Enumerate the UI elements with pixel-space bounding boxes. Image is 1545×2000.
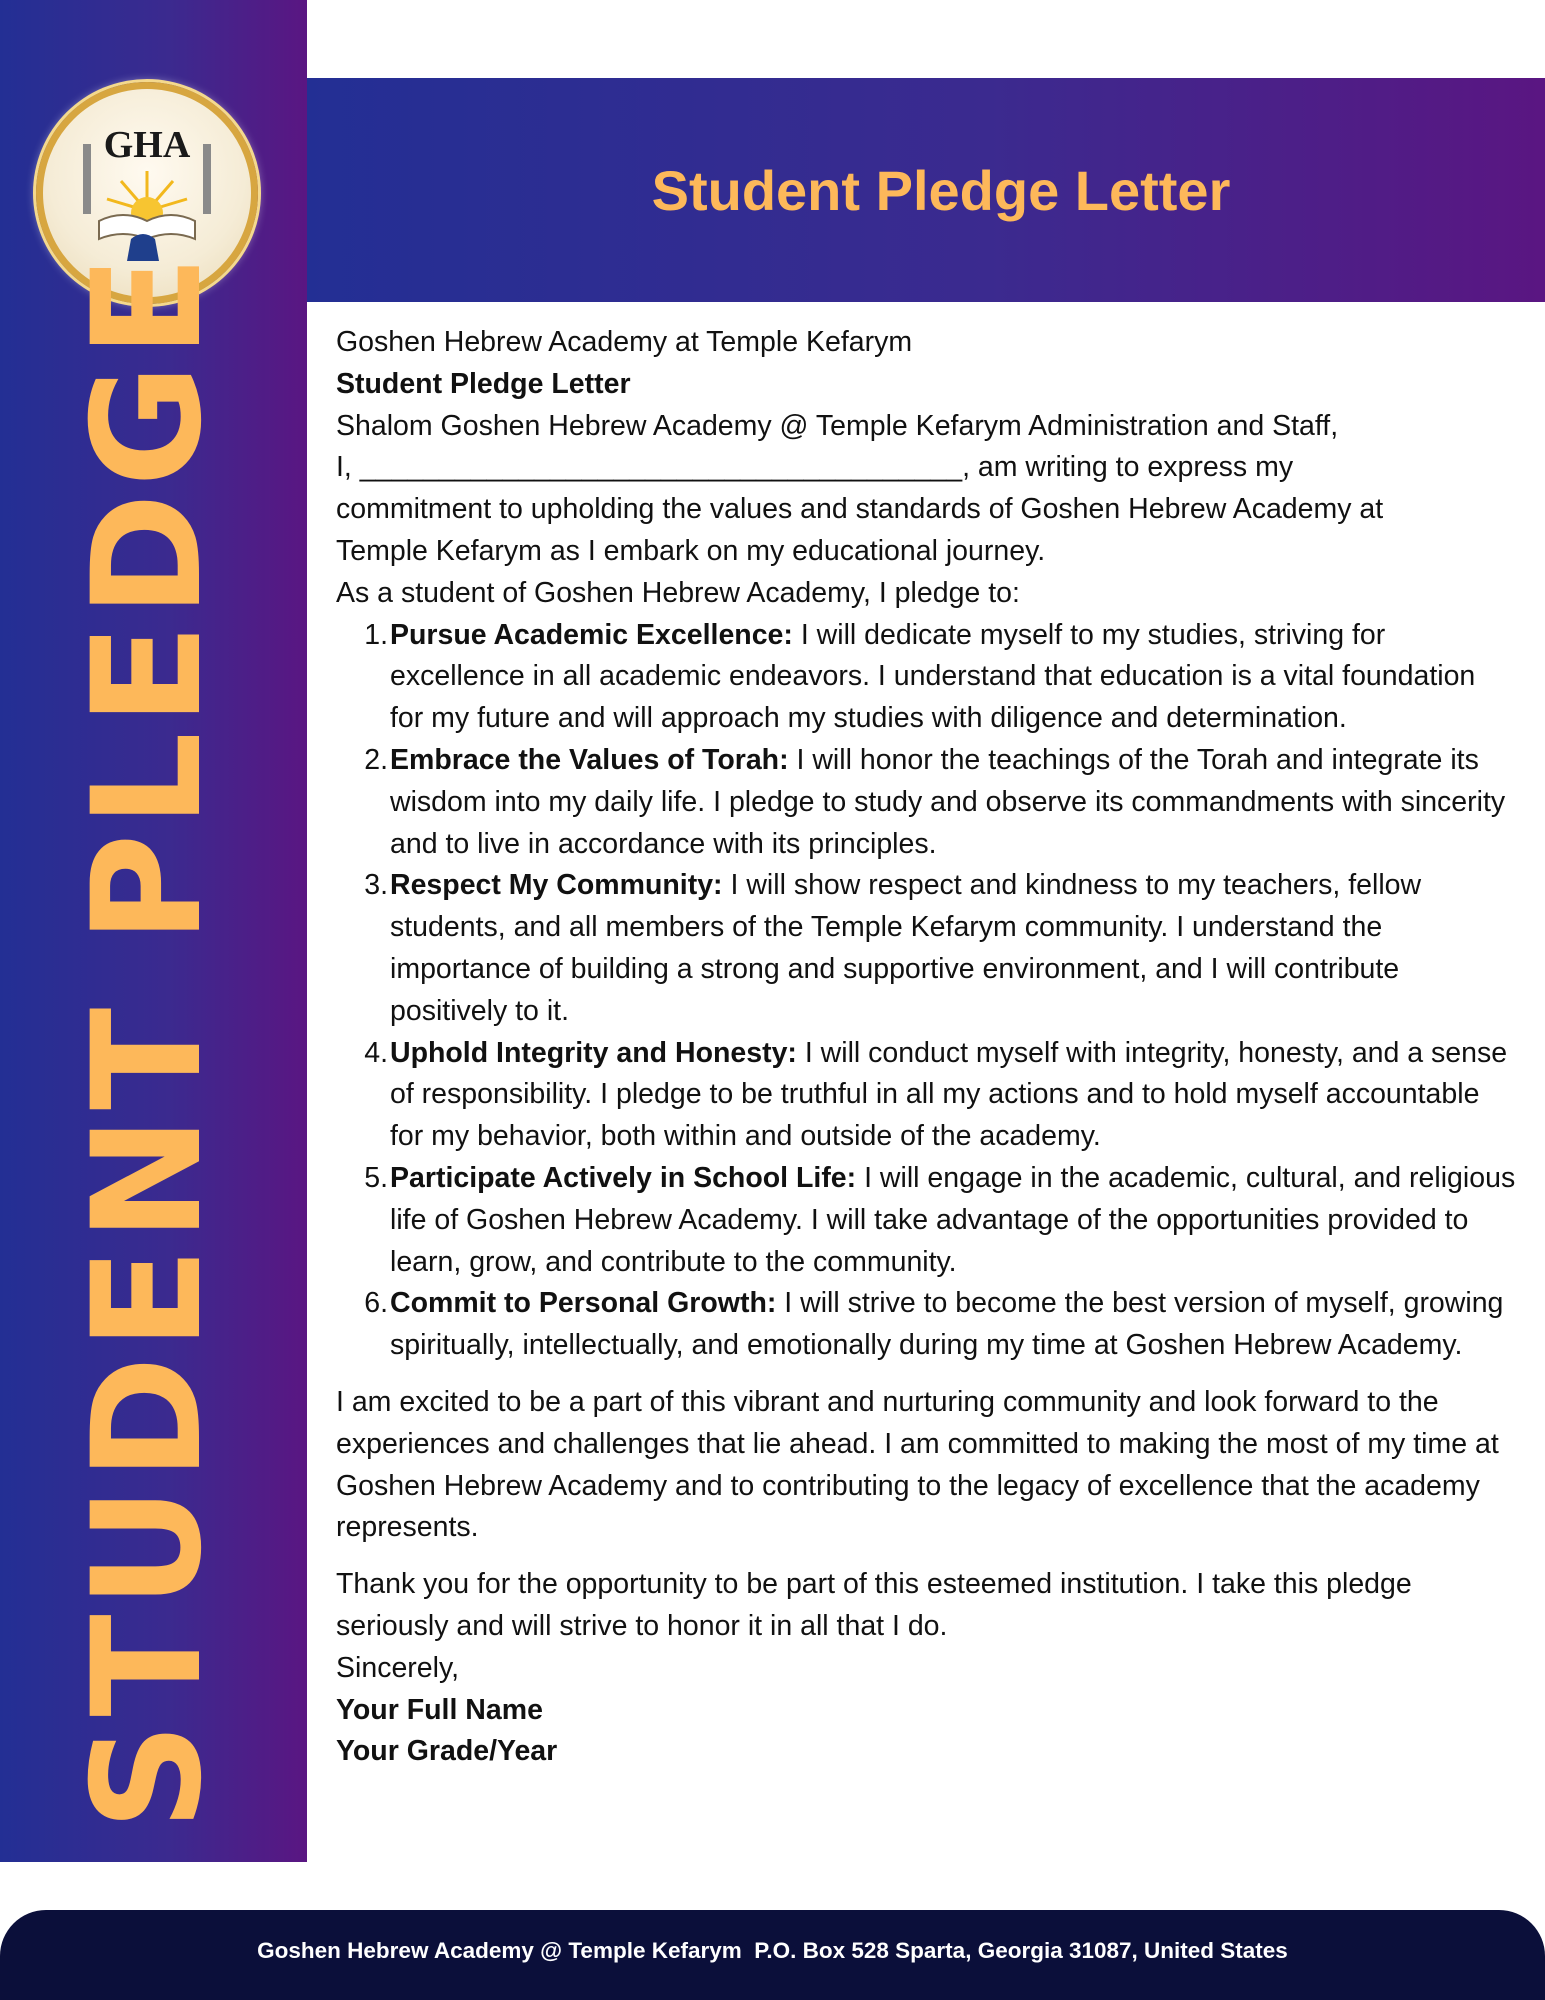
sidebar-vertical-title: STUDENT PLEDGE	[61, 249, 235, 1831]
pledge-item	[336, 1283, 1516, 1367]
pledge-title: Respect My Community:	[390, 869, 723, 902]
pledge-number: 3.	[364, 869, 388, 902]
pledge-item	[336, 1033, 1516, 1158]
letter-body	[336, 322, 1516, 1773]
pledge-title: Uphold Integrity and Honesty:	[390, 1036, 797, 1069]
pledge-text	[388, 1158, 1516, 1283]
footer-bar	[0, 1910, 1545, 2000]
salutation: Shalom Goshen Hebrew Academy @ Temple Kefarym Administration and Staff,	[336, 409, 1339, 442]
full-name-placeholder: Your Full Name	[336, 1693, 543, 1726]
closing-paragraph-1: I am excited to be a part of this vibrant and nurturing community and look forward to the experiences and challenges that lie ahead. I am committed to making the most of my time at Goshen Hebrew Academy and to contributing to the legacy of excellence that the academy represents.	[336, 1385, 1499, 1544]
pledge-item	[336, 865, 1516, 1032]
intro-line-3: Temple Kefarym as I embark on my educational journey.	[336, 534, 1046, 567]
left-sidebar	[0, 0, 307, 1862]
closing-paragraph-2-line-1: Thank you for the opportunity to be part of this esteemed institution. I take this pledge	[336, 1568, 1412, 1601]
pledge-description: I will dedicate myself to my studies, striving for excellence in all academic endeavors. I understand that education is a vital foundation for my future and will approach my studies with diligence and determination.	[390, 618, 1476, 735]
pledge-number: 1.	[364, 618, 388, 651]
pledge-description: I will show respect and kindness to my teachers, fellow students, and all members of the Temple Kefarym community. I understand the importance of building a strong and supportive environment, and I will contribute positively to it.	[390, 869, 1422, 1027]
pledge-text	[388, 1033, 1516, 1158]
footer-address: Goshen Hebrew Academy @ Temple Kefarym P.O. Box 528 Sparta, Georgia 31087, United States	[257, 1938, 1288, 1963]
pledge-number: 4.	[364, 1036, 388, 1069]
pledge-description: I will honor the teachings of the Torah and integrate its wisdom into my daily life. I pledge to study and observe its commandments with sincerity and to live in accordance with its principles.	[390, 743, 1506, 860]
pledge-description: I will engage in the academic, cultural, and religious life of Goshen Hebrew Academy. I will take advantage of the opportunities provided to learn, grow, and contribute to the community.	[390, 1161, 1516, 1278]
signoff: Sincerely,	[336, 1651, 460, 1684]
pledge-item	[336, 740, 1516, 865]
pledge-number: 5.	[364, 1161, 388, 1194]
intro-line-2: commitment to upholding the values and standards of Goshen Hebrew Academy at	[336, 493, 1384, 526]
pledge-title: Commit to Personal Growth:	[390, 1287, 777, 1320]
pledge-title: Participate Actively in School Life:	[390, 1161, 857, 1194]
pledge-item	[336, 1158, 1516, 1283]
logo-text: GHA	[103, 124, 191, 166]
grade-year-placeholder: Your Grade/Year	[336, 1735, 558, 1768]
pledge-item	[336, 615, 1516, 740]
pledge-intro: As a student of Goshen Hebrew Academy, I pledge to:	[336, 576, 1020, 609]
pledge-description: I will strive to become the best version of myself, growing spiritually, intellectually, and emotionally during my time at Goshen Hebrew Academy.	[390, 1287, 1504, 1362]
pledge-title: Pursue Academic Excellence:	[390, 618, 793, 651]
pledge-number: 2.	[364, 743, 388, 776]
pledge-description: I will conduct myself with integrity, honesty, and a sense of responsibility. I pledge to be truthful in all my actions and to hold myself accountable for my behavior, both within and outside of the academy.	[390, 1036, 1508, 1153]
pledge-text	[388, 1283, 1516, 1367]
school-line: Goshen Hebrew Academy at Temple Kefarym	[336, 326, 913, 358]
header-band	[307, 78, 1545, 302]
pledge-text	[388, 615, 1516, 740]
closing-paragraph-2-line-2: seriously and will strive to honor it in all that I do.	[336, 1609, 948, 1642]
intro-line-1: I, ______________________________________, am writing to express my	[336, 451, 1294, 484]
letter-heading: Student Pledge Letter	[336, 367, 631, 400]
pledge-title: Embrace the Values of Torah:	[390, 743, 789, 776]
pledge-number: 6.	[364, 1287, 388, 1320]
pledge-text	[388, 740, 1516, 865]
pledge-list	[336, 615, 1516, 1367]
pledge-text	[388, 865, 1516, 1032]
page-title: Student Pledge Letter	[651, 158, 1231, 222]
